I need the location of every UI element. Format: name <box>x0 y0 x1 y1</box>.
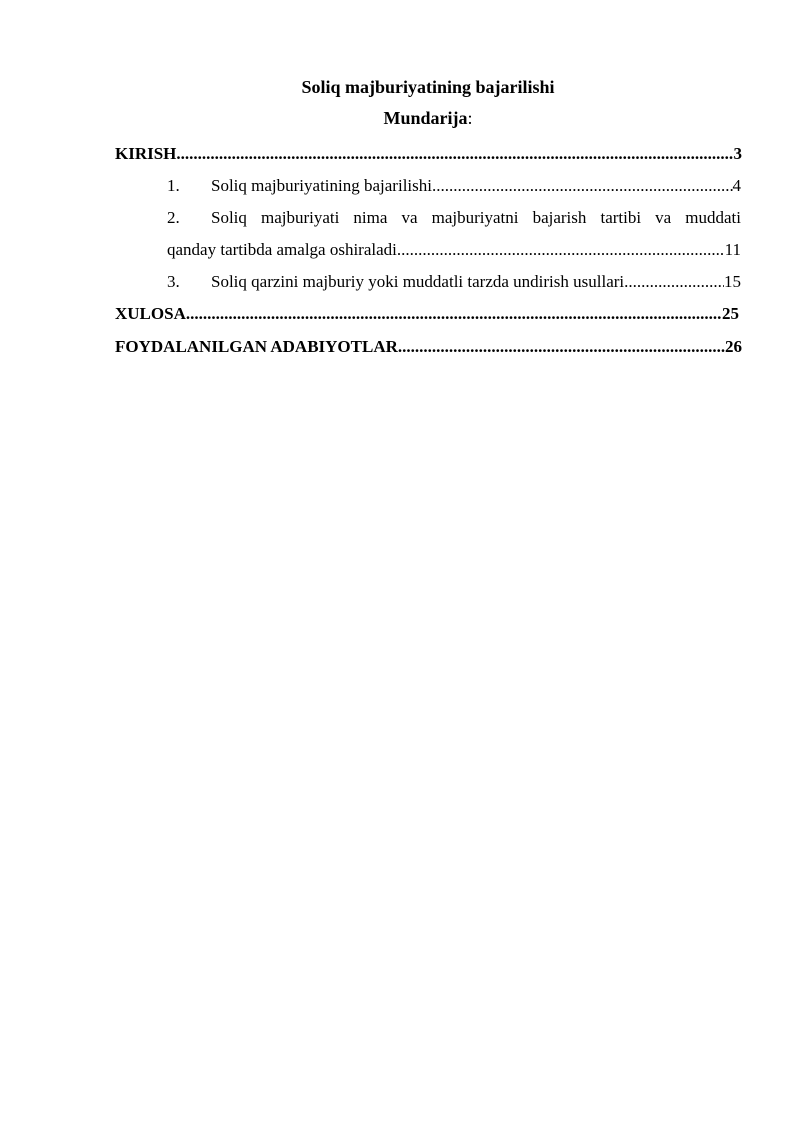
toc-leader <box>624 271 724 293</box>
toc-heading-label: Mundarija <box>383 108 468 128</box>
toc-page-number: 3 <box>733 144 742 163</box>
toc-leader <box>432 175 733 197</box>
toc-entry-number: 2. <box>167 208 180 227</box>
toc-page-number: 11 <box>724 240 741 259</box>
toc-entry-text: XULOSA <box>115 304 186 323</box>
toc-leader <box>186 303 722 325</box>
toc-entry-kirish[interactable] <box>115 143 742 165</box>
toc-heading-colon: : <box>467 108 473 128</box>
toc-leader <box>398 336 725 358</box>
toc-entry-text-line1: Soliq majburiyati nima va majburiyatni bajarish tartibi va muddati <box>211 208 741 227</box>
toc-entry-number: 3. <box>167 272 180 291</box>
toc-entry-adabiyotlar[interactable] <box>115 336 742 358</box>
toc-leader <box>397 239 725 261</box>
toc-heading <box>0 107 800 129</box>
toc-page-number: 15 <box>724 272 741 291</box>
toc-entry-text: Soliq qarzini majburiy yoki muddatli tarzda undirish usullari <box>211 272 625 291</box>
toc-page-number: 25 <box>722 304 739 323</box>
document-title: Soliq majburiyatining bajarilishi <box>301 77 555 97</box>
toc-entry-2[interactable] <box>167 207 741 229</box>
toc-page-number: 26 <box>725 337 742 356</box>
toc-leader <box>176 143 733 165</box>
toc-entry-text: KIRISH <box>115 144 177 163</box>
toc-entry-2-continued[interactable] <box>167 239 741 261</box>
toc-entry-3[interactable] <box>167 271 741 293</box>
toc-entry-text: Soliq majburiyatining bajarilishi <box>211 176 432 195</box>
toc-page-number: 4 <box>732 176 741 195</box>
toc-entry-xulosa[interactable] <box>115 303 739 325</box>
toc-entry-text-line2: qanday tartibda amalga oshiraladi <box>167 240 397 259</box>
toc-entry-text: FOYDALANILGAN ADABIYOTLAR <box>115 337 398 356</box>
toc-entry-1[interactable] <box>167 175 741 197</box>
toc-entry-number: 1. <box>167 176 180 195</box>
